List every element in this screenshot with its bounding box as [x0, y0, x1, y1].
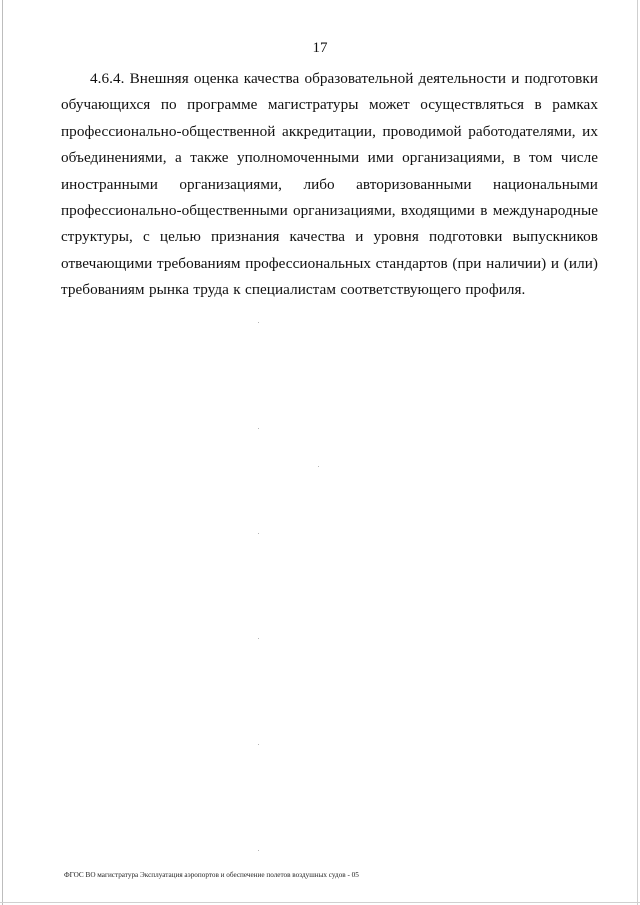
scan-edge-bottom [0, 902, 640, 903]
scan-speck [258, 744, 259, 745]
scan-edge-left [2, 0, 3, 905]
scan-edge-right [637, 0, 638, 905]
scan-speck [258, 428, 259, 429]
scan-speck [258, 850, 259, 851]
scan-speck [318, 466, 319, 467]
paragraph-4-6-4: 4.6.4. Внешняя оценка качества образовательной деятельности и подготовки обучающихся по программе магистратуры может осуществляться в рамках профессионально-общественной аккредитации, проводимой работодателями, их объединениями, а также уполномоченными ими организациями, в том числе иностранными организациями, либо авторизованными национальными профессионально-общественными организациями, входящими в международные структуры, с целью признания качества и уровня подготовки выпускников отвечающими требованиям профессиональных стандартов (при наличии) и (или) требованиям рынка труда к специалистам соответствующего профиля. [61, 70, 598, 299]
scan-speck [258, 322, 259, 323]
scan-speck [258, 638, 259, 639]
scan-speck [258, 533, 259, 534]
page-number: 17 [312, 40, 328, 56]
document-footer: ФГОС ВО магистратура Эксплуатация аэропортов и обеспечение полетов воздушных судов - 05 [64, 871, 359, 879]
